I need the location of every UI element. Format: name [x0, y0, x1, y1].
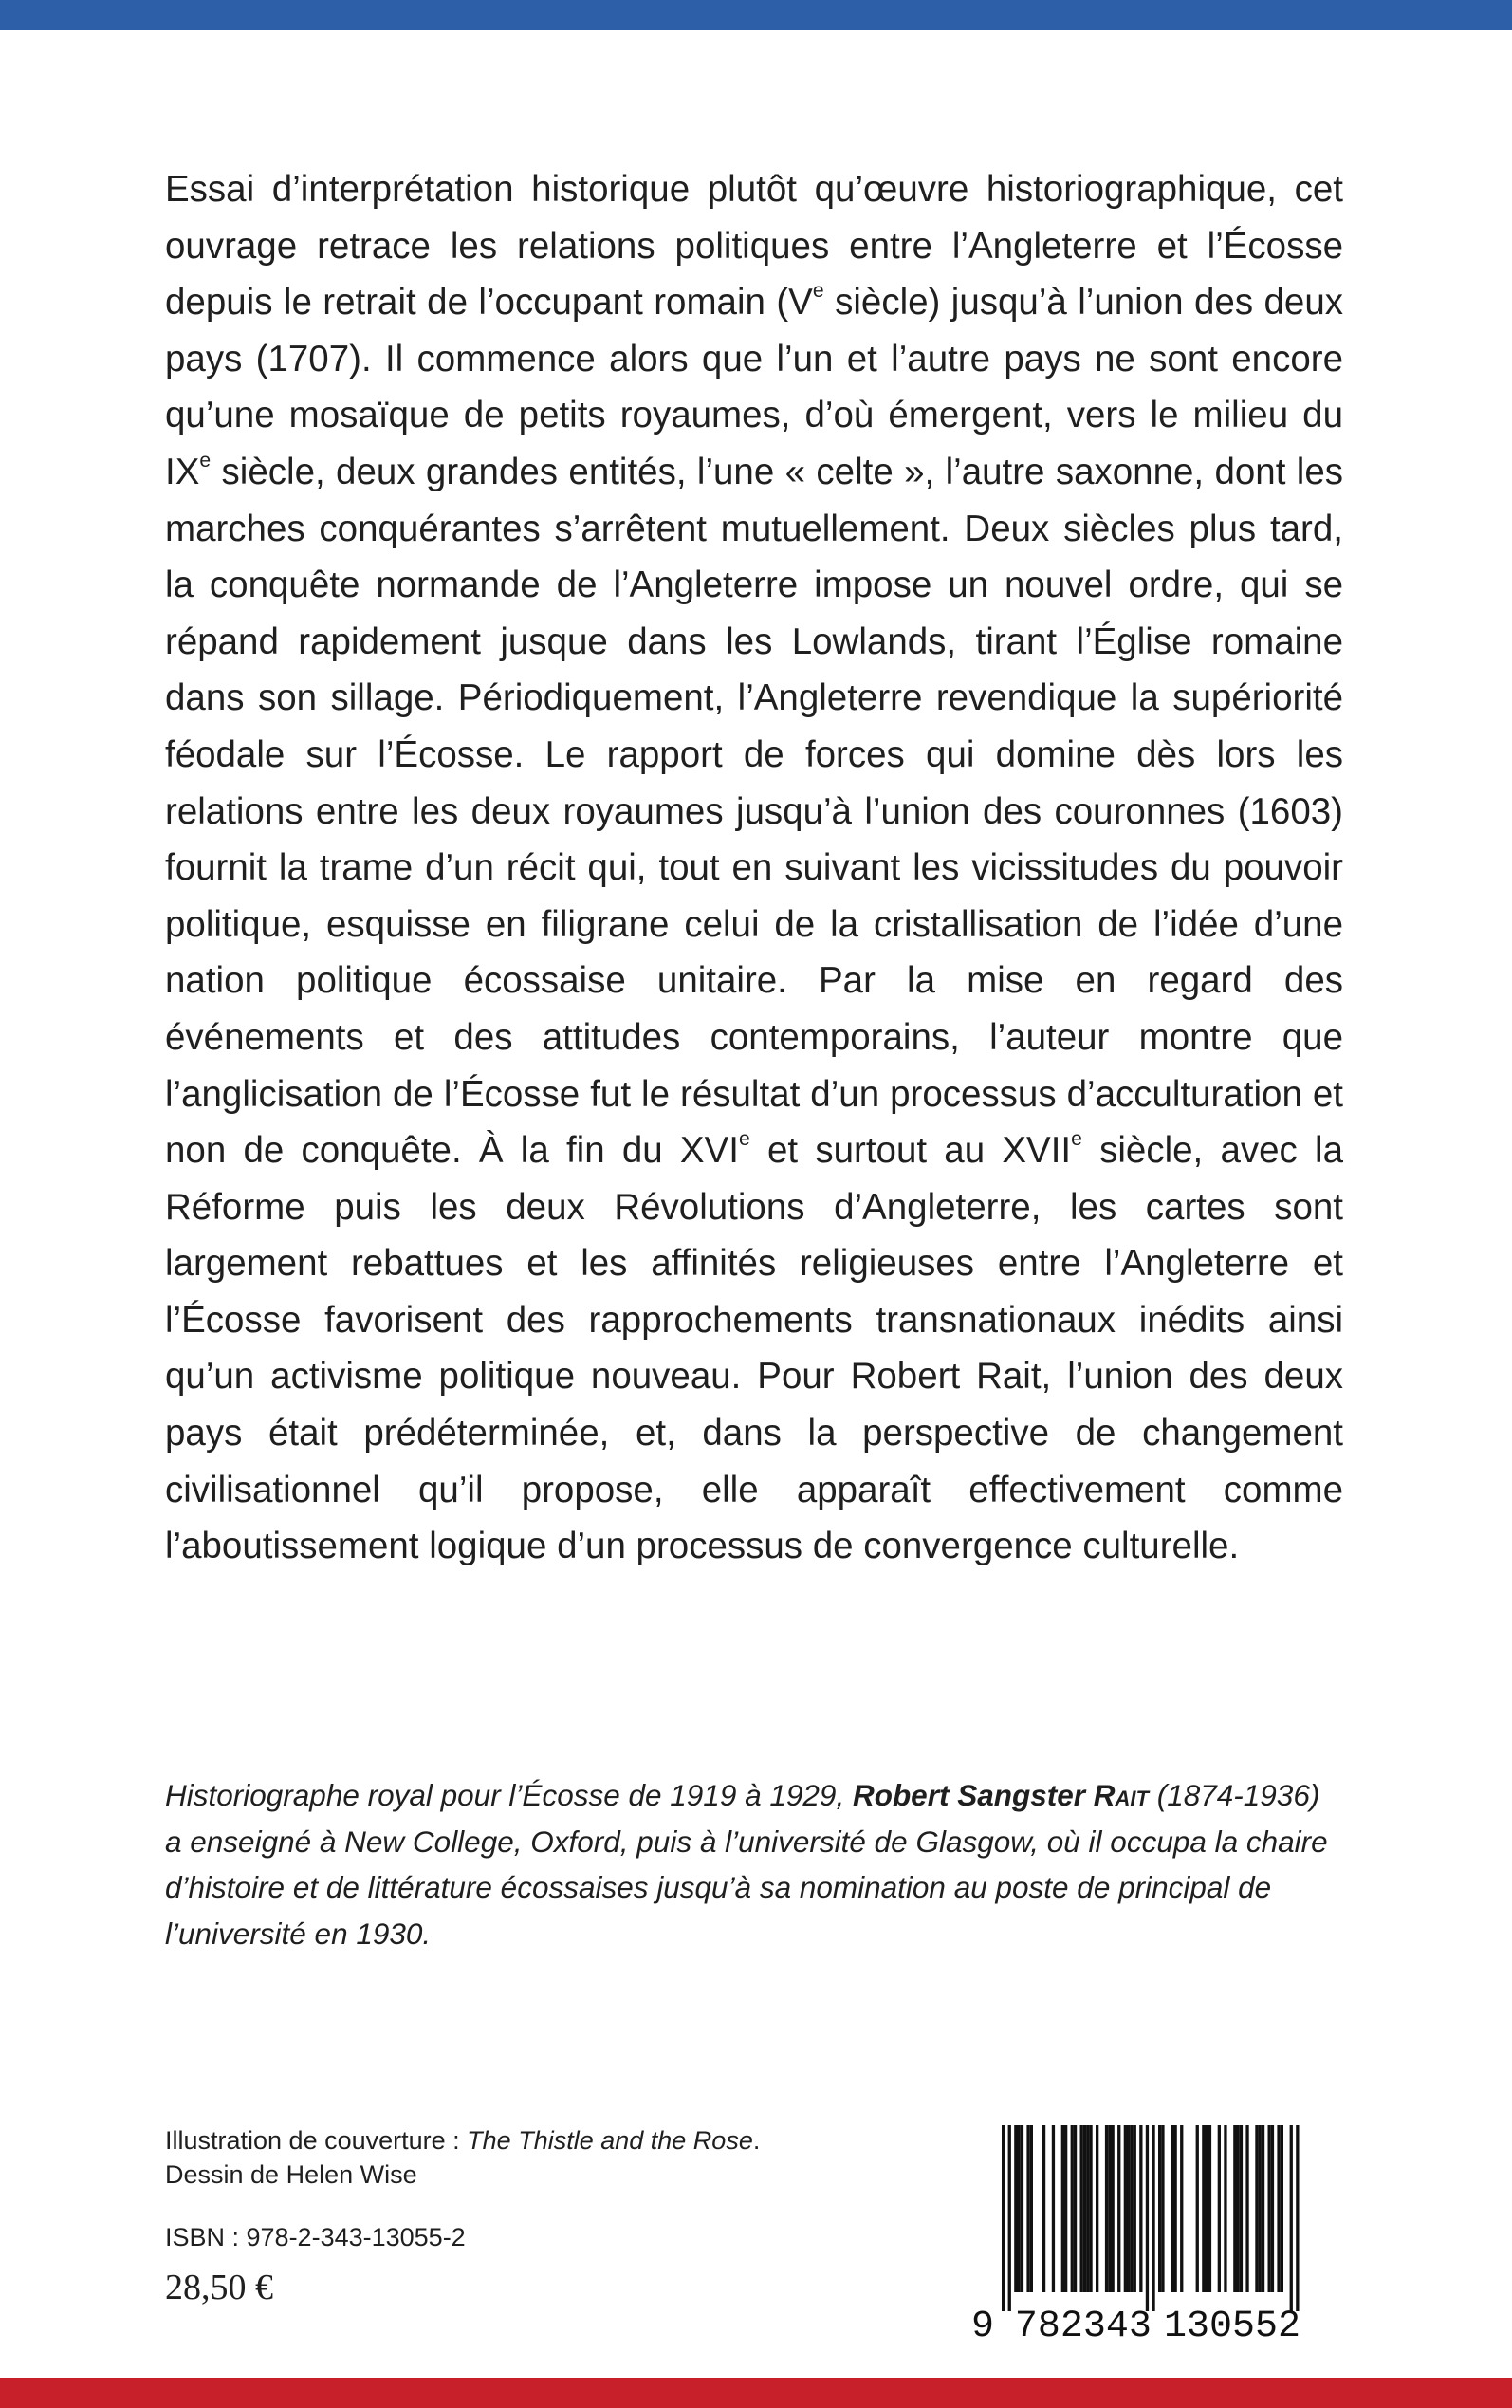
- barcode-bar: [1180, 2125, 1183, 2292]
- barcode-bar: [1096, 2125, 1098, 2292]
- barcode-bar: [1268, 2125, 1271, 2292]
- author-surname: Rait: [1093, 1778, 1149, 1812]
- barcode-bar: [1196, 2125, 1199, 2292]
- barcode-bar: [1233, 2125, 1236, 2292]
- barcode-bar: [1240, 2125, 1243, 2292]
- barcode-bar: [1030, 2125, 1033, 2292]
- barcode-digits-right: 130552: [1164, 2306, 1301, 2345]
- barcode-bar: [1152, 2125, 1154, 2311]
- barcode-bar: [1074, 2125, 1077, 2292]
- barcode-bar: [1161, 2125, 1164, 2292]
- barcode-bar: [1202, 2125, 1205, 2292]
- barcode-bar: [1281, 2125, 1283, 2292]
- top-color-band: [0, 0, 1512, 30]
- barcode-bar: [1089, 2125, 1092, 2292]
- bottom-color-band: [0, 2378, 1512, 2408]
- barcode-bar: [1086, 2125, 1089, 2292]
- barcode-bar: [1042, 2125, 1045, 2292]
- barcode-bar: [1008, 2125, 1011, 2311]
- barcode-bar: [1290, 2125, 1293, 2311]
- barcode-bar: [1146, 2125, 1149, 2311]
- barcode-bar: [1064, 2125, 1067, 2292]
- barcode-bar: [1052, 2125, 1055, 2292]
- barcode-bar: [1018, 2125, 1021, 2292]
- barcode-bar: [1061, 2125, 1064, 2292]
- barcode-bar: [1108, 2125, 1111, 2292]
- barcode-bar: [1021, 2125, 1023, 2292]
- barcode-bar: [1124, 2125, 1127, 2292]
- barcode-bar: [1277, 2125, 1280, 2292]
- barcode-bar: [1105, 2125, 1108, 2292]
- barcode-bar: [1071, 2125, 1074, 2292]
- price-text: 28,50 €: [165, 2268, 273, 2307]
- barcode-digit-first: 9: [971, 2306, 995, 2345]
- barcode-bar: [1259, 2125, 1262, 2292]
- barcode-bar: [1262, 2125, 1264, 2292]
- summary-text: [165, 161, 1343, 1575]
- illustration-credit: Illustration de couverture : The Thistle and the Rose. Dessin de Helen Wise: [165, 2126, 761, 2189]
- barcode-bars: [966, 2121, 1343, 2345]
- isbn-text: ISBN : 978-2-343-13055-2: [165, 2223, 466, 2251]
- barcode-bar: [1002, 2125, 1005, 2311]
- barcode-bar: [1174, 2125, 1177, 2292]
- barcode-digits-left: 782343: [1014, 2306, 1152, 2345]
- barcode-bar: [1117, 2125, 1120, 2292]
- barcode-bar: [1158, 2125, 1161, 2292]
- barcode-bar: [1127, 2125, 1130, 2292]
- barcode-bar: [1237, 2125, 1240, 2292]
- barcode-bar: [1139, 2125, 1142, 2292]
- barcode-bar: [1255, 2125, 1258, 2292]
- barcode-bar: [1245, 2125, 1248, 2292]
- barcode-bar: [1134, 2125, 1136, 2292]
- barcode-bar: [1026, 2125, 1029, 2292]
- barcode-bar: [1130, 2125, 1133, 2292]
- barcode-bar: [1224, 2125, 1226, 2292]
- barcode-bar: [1218, 2125, 1221, 2292]
- author-name: Robert Sangster: [852, 1778, 1094, 1812]
- barcode-bar: [1171, 2125, 1173, 2292]
- barcode-bar: [1014, 2125, 1017, 2292]
- barcode-bar: [1080, 2125, 1083, 2292]
- author-bio: Historiographe royal pour l’Écosse de 1919 à 1929, Robert Sangster Rait (1874-1936) a enseigné à New College, Oxford, puis à l’université de Glasgow, où il occupa la chaire d’histoire et de littérature écossaises jusqu’à sa nomination au poste de principal de l’université en 1930.: [165, 1778, 1328, 1951]
- barcode-bar: [1083, 2125, 1086, 2292]
- barcode-bar: [1112, 2125, 1115, 2292]
- barcode-bar: [1208, 2125, 1211, 2292]
- barcode: [966, 2121, 1343, 2345]
- barcode-bar: [1271, 2125, 1274, 2292]
- barcode-bar: [1206, 2125, 1208, 2292]
- barcode-bar: [1296, 2125, 1299, 2311]
- summary-paragraph: Essai d’interprétation historique plutôt qu’œuvre historiographique, cet ouvrage retrace les relations politiques entre l’Angleterre et l’Écosse depuis le retrait de l’occupant romain (Ve siècle) jusqu’à l’union des deux pays (1707). Il commence alors que l’un et l’autre pays ne sont encore qu’une mosaïque de petits royaumes, d’où émergent, vers le milieu du IXe siècle, deux grandes entités, l’une « celte », l’autre saxonne, dont les marches conquérantes s’arrêtent mutuellement. Deux siècles plus tard, la conquête normande de l’Angleterre impose un nouvel ordre, qui se répand rapidement jusque dans les Lowlands, tirant l’Église romaine dans son sillage. Périodiquement, l’Angleterre revendique la supériorité féodale sur l’Écosse. Le rapport de forces qui domine dès lors les relations entre les deux royaumes jusqu’à l’union des couronnes (1603) fournit la trame d’un récit qui, tout en suivant les vicissitudes du pouvoir politique, esquisse en filigrane celui de la cristallisation de l’idée d’une nation politique écossaise unitaire. Par la mise en regard des événements et des attitudes contemporains, l’auteur montre que l’anglicisation de l’Écosse fut le résultat d’un processus d’acculturation et non de conquête. À la fin du XVIe et surtout au XVIIe siècle, avec la Réforme puis les deux Révolutions d’Angleterre, les cartes sont largement rebattues et les affinités religieuses entre l’Angleterre et l’Écosse favorisent des rapprochements transnationaux inédits ainsi qu’un activisme politique nouveau. Pour Robert Rait, l’union des deux pays était prédéterminée, et, dans la perspective de changement civilisationnel qu’il propose, elle apparaît effectivement comme l’aboutissement logique d’un processus de convergence culturelle.: [165, 169, 1344, 1567]
